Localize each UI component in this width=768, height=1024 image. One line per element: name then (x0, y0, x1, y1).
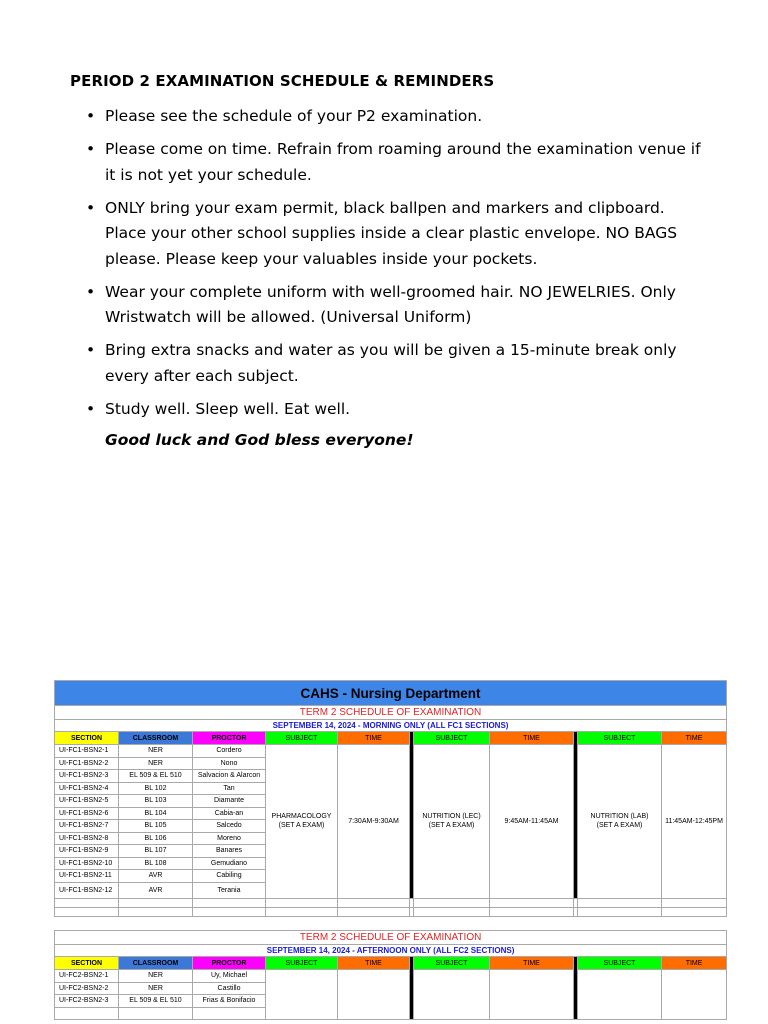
time-header: TIME (662, 957, 727, 970)
classroom-cell: NER (119, 745, 193, 758)
exam-subject-cell (578, 970, 662, 1020)
exam-subject-cell (414, 970, 490, 1020)
time-header: TIME (490, 732, 574, 745)
spacer-row (55, 898, 727, 907)
reminders-list (86, 104, 706, 430)
classroom-cell: BL 103 (119, 795, 193, 808)
section-cell: UI-FC2-BSN2-2 (55, 982, 119, 995)
department-title: CAHS - Nursing Department (55, 681, 727, 706)
classroom-cell: BL 108 (119, 857, 193, 870)
subject-header: SUBJECT (266, 957, 338, 970)
spacer-row (55, 907, 727, 916)
classroom-cell: BL 107 (119, 845, 193, 858)
subject-header: SUBJECT (414, 957, 490, 970)
exam-set-label: (SET A EXAM) (596, 822, 643, 830)
proctor-cell: Uy, Michael (193, 970, 266, 983)
time-header: TIME (338, 732, 410, 745)
reminder-text: Please see the schedule of your P2 examination. (105, 107, 483, 125)
classroom-cell: AVR (119, 870, 193, 883)
classroom-cell: NER (119, 970, 193, 983)
exam-date-line: SEPTEMBER 14, 2024 - AFTERNOON ONLY (ALL FC2 SECTIONS) (55, 945, 727, 957)
proctor-cell: Frias & Bonifacio (193, 995, 266, 1008)
bullet-glyph: • (86, 198, 96, 217)
reminders-heading: PERIOD 2 EXAMINATION SCHEDULE & REMINDERS (70, 72, 495, 90)
classroom-cell: EL 509 & EL 510 (119, 770, 193, 783)
proctor-header: PROCTOR (193, 957, 266, 970)
section-cell: UI-FC1-BSN2-12 (55, 882, 119, 898)
exam-subject-name: NUTRITION (LEC) (422, 813, 481, 821)
reminder-item (86, 104, 706, 130)
proctor-cell: Nono (193, 757, 266, 770)
reminder-text: ONLY bring your exam permit, black ballpen and markers and clipboard. Place your other school supplies inside a clear plastic envelope. NO BAGS please. Please keep your valuables inside your pockets. (105, 198, 678, 268)
bullet-glyph: • (86, 107, 96, 125)
time-header: TIME (662, 732, 727, 745)
schedule-sheet-fc1 (54, 680, 726, 917)
reminder-text: Bring extra snacks and water as you will be given a 15-minute break only every after each subject. (105, 341, 677, 385)
time-header: TIME (490, 957, 574, 970)
schedule-table-fc1 (54, 680, 727, 917)
section-cell: UI-FC1-BSN2-3 (55, 770, 119, 783)
proctor-cell: Castillo (193, 982, 266, 995)
term-title: TERM 2 SCHEDULE OF EXAMINATION (55, 706, 727, 720)
classroom-cell: NER (119, 757, 193, 770)
section-cell: UI-FC2-BSN2-3 (55, 995, 119, 1008)
subject-header: SUBJECT (578, 732, 662, 745)
section-cell: UI-FC1-BSN2-6 (55, 807, 119, 820)
exam-set-label: (SET A EXAM) (428, 822, 475, 830)
section-cell: UI-FC1-BSN2-9 (55, 845, 119, 858)
section-cell: UI-FC1-BSN2-5 (55, 795, 119, 808)
exam-subject-cell (578, 745, 662, 899)
proctor-cell: Banares (193, 845, 266, 858)
exam-time-cell (662, 970, 727, 1020)
reminder-text: Study well. Sleep well. Eat well. (105, 399, 351, 418)
schedule-table-fc2 (54, 930, 727, 1020)
classroom-cell: BL 105 (119, 820, 193, 833)
exam-subject-cell (414, 745, 490, 899)
bullet-glyph: • (86, 282, 96, 301)
reminder-text: Wear your complete uniform with well-groomed hair. NO JEWELRIES. Only Wristwatch will be allowed. (Universal Uniform) (105, 282, 676, 326)
subject-header: SUBJECT (266, 732, 338, 745)
exam-date-line: SEPTEMBER 14, 2024 - MORNING ONLY (ALL FC1 SECTIONS) (55, 720, 727, 732)
section-cell: UI-FC1-BSN2-2 (55, 757, 119, 770)
reminder-item (86, 196, 706, 273)
bullet-glyph: • (86, 399, 96, 418)
exam-subject-cell (266, 970, 338, 1020)
subject-header: SUBJECT (414, 732, 490, 745)
proctor-cell: Tan (193, 782, 266, 795)
proctor-cell: Terania (193, 882, 266, 898)
proctor-cell: Salvacion & Alarcon (193, 770, 266, 783)
term-title: TERM 2 SCHEDULE OF EXAMINATION (55, 931, 727, 945)
reminder-item (86, 280, 706, 331)
section-cell: UI-FC1-BSN2-7 (55, 820, 119, 833)
section-cell: UI-FC2-BSN2-1 (55, 970, 119, 983)
schedule-sheet-fc2 (54, 930, 726, 1020)
proctor-cell: Cordero (193, 745, 266, 758)
section-cell: UI-FC1-BSN2-4 (55, 782, 119, 795)
exam-time-cell: 11:45AM-12:45PM (662, 745, 727, 899)
exam-time-cell: 9:45AM-11:45AM (490, 745, 574, 899)
section-header: SECTION (55, 957, 119, 970)
classroom-cell: EL 509 & EL 510 (119, 995, 193, 1008)
reminder-item (86, 397, 706, 423)
section-cell: UI-FC1-BSN2-10 (55, 857, 119, 870)
bullet-glyph: • (86, 140, 96, 158)
classroom-cell: BL 102 (119, 782, 193, 795)
exam-time-cell (338, 970, 410, 1020)
reminder-item (86, 338, 706, 389)
classroom-header: CLASSROOM (119, 957, 193, 970)
exam-subject-cell (266, 745, 338, 899)
proctor-header: PROCTOR (193, 732, 266, 745)
proctor-cell: Cabiling (193, 870, 266, 883)
proctor-cell: Cabia-an (193, 807, 266, 820)
classroom-cell: BL 106 (119, 832, 193, 845)
proctor-cell: Gemudiano (193, 857, 266, 870)
exam-set-label: (SET A EXAM) (278, 822, 325, 830)
closing-message: Good luck and God bless everyone! (105, 431, 414, 449)
exam-subject-name: NUTRITION (LAB) (590, 813, 649, 821)
time-header: TIME (338, 957, 410, 970)
exam-time-cell (490, 970, 574, 1020)
classroom-cell: BL 104 (119, 807, 193, 820)
section-cell: UI-FC1-BSN2-11 (55, 870, 119, 883)
exam-time-cell: 7:30AM-9:30AM (338, 745, 410, 899)
proctor-cell: Moreno (193, 832, 266, 845)
classroom-header: CLASSROOM (119, 732, 193, 745)
subject-header: SUBJECT (578, 957, 662, 970)
reminder-text: Please come on time. Refrain from roaming around the examination venue if it is not yet your schedule. (105, 140, 701, 184)
classroom-cell: NER (119, 982, 193, 995)
proctor-cell: Salcedo (193, 820, 266, 833)
section-header: SECTION (55, 732, 119, 745)
section-cell: UI-FC1-BSN2-1 (55, 745, 119, 758)
proctor-cell: Diamante (193, 795, 266, 808)
section-cell: UI-FC1-BSN2-8 (55, 832, 119, 845)
reminder-item (86, 137, 706, 188)
bullet-glyph: • (86, 341, 96, 359)
exam-subject-name: PHARMACOLOGY (271, 813, 332, 821)
classroom-cell: AVR (119, 882, 193, 898)
